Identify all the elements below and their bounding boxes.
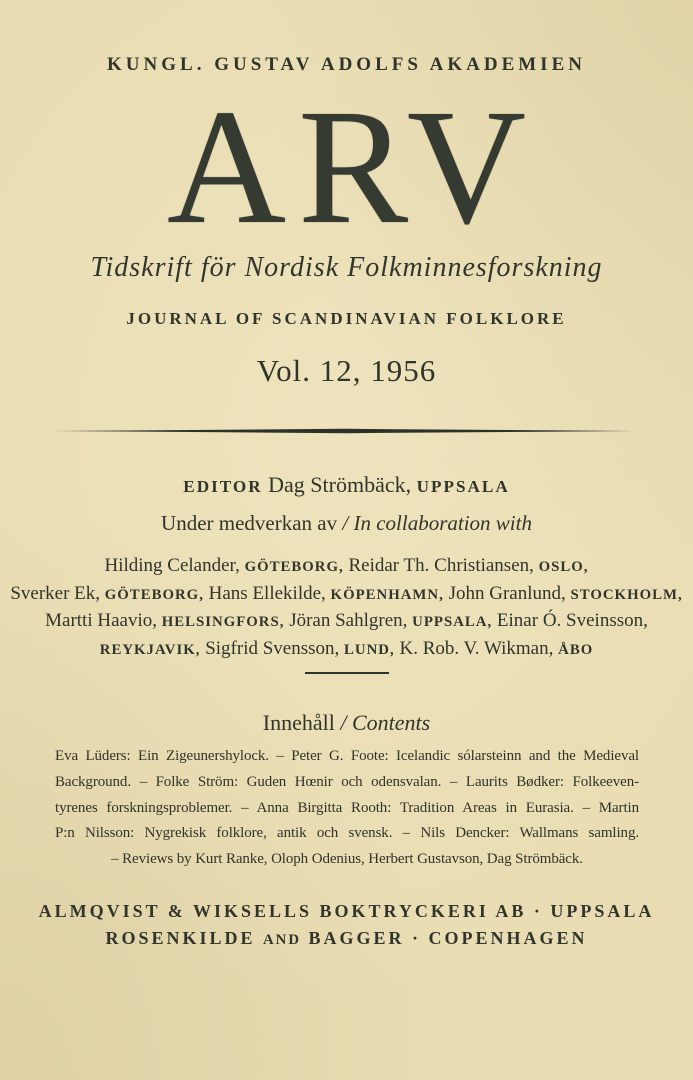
- volume-year: Vol. 12, 1956: [256, 353, 437, 388]
- contents-line: – Reviews by Kurt Ranke, Oloph Odenius, Herbert Gustavson, Dag Strömbäck.: [111, 851, 583, 868]
- contents-line: tyrenes forskningsproblemer. – Anna Birgitta Rooth: Tradition Areas in Eurasia. – Martin: [55, 799, 639, 816]
- collab-intro-swedish: Under medverkan av: [161, 511, 338, 535]
- collaborator-name: Hans Ellekilde,: [208, 582, 326, 604]
- journal-title: ARV: [166, 75, 539, 258]
- collaborators-list: [0, 553, 693, 663]
- publisher-right: BAGGER · COPENHAGEN: [308, 928, 588, 948]
- contents-heading-separator: /: [340, 710, 347, 735]
- editor-name: Dag Strömbäck,: [268, 472, 412, 497]
- editor-label: EDITOR: [183, 477, 263, 496]
- editor-line: [0, 472, 693, 498]
- collaborator-name: Martti Haavio,: [45, 610, 157, 631]
- contents-heading-swedish: Innehåll: [262, 710, 335, 735]
- collaborator-name: Reidar Th. Christiansen,: [348, 555, 534, 576]
- printer-imprint: ALMQVIST & WIKSELLS BOKTRYCKERI AB · UPPSALA: [38, 901, 655, 921]
- collab-intro-english: In collaboration with: [353, 511, 532, 535]
- editor-city: UPPSALA: [416, 477, 510, 496]
- subtitle-english: JOURNAL OF SCANDINAVIAN FOLKLORE: [126, 309, 567, 328]
- collaborator-city: REYKJAVIK,: [99, 641, 201, 658]
- collaborator-name: K. Rob. V. Wikman,: [399, 637, 554, 659]
- collaborator-name: Hilding Celander,: [104, 555, 240, 576]
- academy-name: KUNGL. GUSTAV ADOLFS AKADEMIEN: [107, 54, 586, 75]
- collab-intro-separator: /: [342, 511, 349, 535]
- collaborator-city: GÖTEBORG,: [104, 586, 204, 603]
- collaborators-line-3: [0, 608, 693, 636]
- subtitle-swedish: Tidskrift för Nordisk Folkminnesforskning: [90, 252, 603, 283]
- contents-heading-english: Contents: [351, 710, 431, 735]
- collaborators-line-1: [0, 553, 693, 581]
- collaborator-name: Einar Ó. Sveinsson,: [496, 610, 648, 631]
- contents-paragraph: [55, 744, 639, 873]
- contents-heading: [0, 710, 693, 736]
- collaborator-city: STOCKHOLM,: [570, 586, 683, 603]
- collaborators-line-4: [0, 636, 693, 664]
- collaborator-city: KÖPENHAMN,: [330, 586, 444, 603]
- collaborators-line-2: [0, 581, 693, 609]
- collaborator-city: GÖTEBORG,: [244, 559, 344, 575]
- collaborator-name: Sverker Ek,: [10, 582, 101, 604]
- publisher-left: ROSENKILDE: [105, 928, 256, 948]
- swelled-rule-divider: [0, 428, 693, 434]
- publisher-imprint: [0, 928, 693, 949]
- contents-line: P:n Nilsson: Nygrekisk folklore, antik och svensk. – Nils Dencker: Wallmans samling.: [55, 825, 639, 842]
- collaborator-city: ÅBO: [558, 641, 594, 658]
- contents-line: Background. – Folke Ström: Guden Hœnir och odensvalan. – Laurits Bødker: Folkeeven-: [55, 773, 639, 790]
- collaborator-name: John Granlund,: [448, 582, 566, 604]
- collaborator-name: Sigfrid Svensson,: [205, 637, 340, 659]
- contents-line: Eva Lüders: Ein Zigeunershylock. – Peter G. Foote: Icelandic sólarsteinn and the Medieval: [55, 748, 639, 764]
- collaborator-city: UPPSALA,: [412, 614, 493, 630]
- collaboration-intro: [0, 511, 693, 536]
- short-rule-divider: [0, 672, 693, 674]
- collaborator-name: Jöran Sahlgren,: [289, 610, 408, 631]
- collaborator-city: LUND,: [344, 641, 395, 658]
- collaborator-city: HELSINGFORS,: [161, 614, 285, 630]
- publisher-and: AND: [263, 932, 301, 948]
- collaborator-city: OSLO,: [538, 559, 589, 575]
